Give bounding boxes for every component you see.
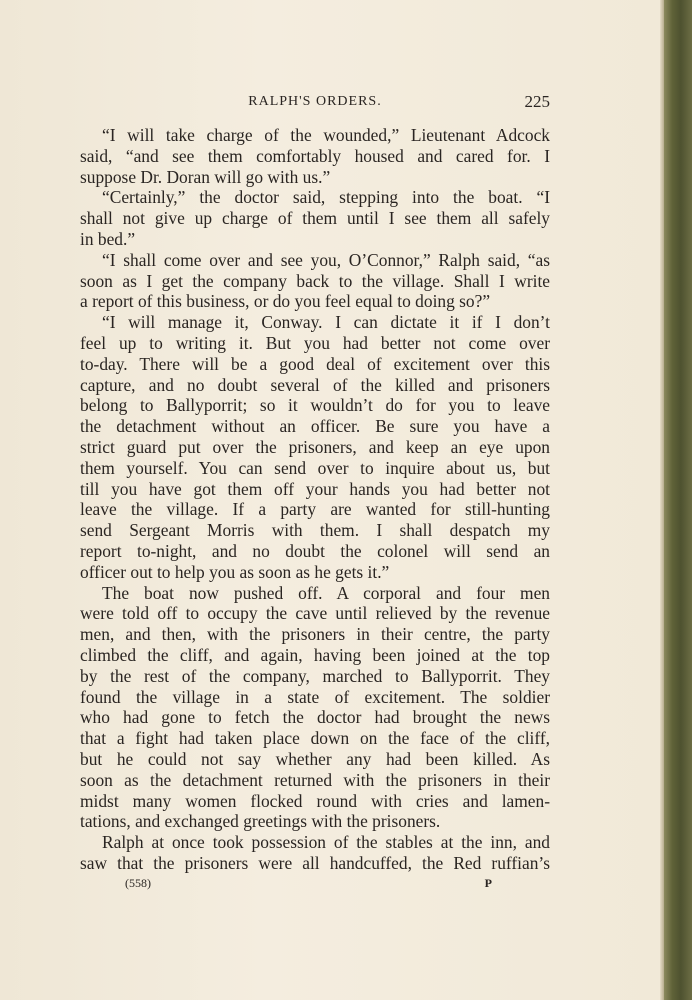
text-line: that a fight had taken place down on the face of the cliff, [80,728,550,749]
printer-signature: (558) [125,876,151,890]
text-line: “I will manage it, Conway. I can dictate it if I don’t [102,312,550,333]
text-line: by the rest of the company, marched to Ballyporrit. They [80,665,550,686]
text-line: “I shall come over and see you, O’Connor,” Ralph said, “as [102,249,550,270]
text-line: were told off to occupy the cave until relieved by the revenue [80,603,550,624]
text-line: “Certainly,” the doctor said, stepping into the boat. “I [102,187,550,208]
text-line: soon as I get the company back to the village. Shall I write [80,270,550,291]
text-line: to-day. There will be a good deal of excitement over this [80,353,550,374]
text-line: till you have got them off your hands you had better not [80,478,550,499]
text-line: found the village in a state of excitement. The soldier [80,686,550,707]
text-line: belong to Ballyporrit; so it wouldn’t do for you to leave [80,395,550,416]
body-text [80,125,550,874]
text-line: soon as the detachment returned with the prisoners in their [80,769,550,790]
text-line: who had gone to fetch the doctor had brought the news [80,707,550,728]
text-line: said, “and see them comfortably housed and cared for. I [80,145,550,166]
text-line: The boat now pushed off. A corporal and four men [102,582,550,603]
page-header [80,92,550,114]
text-line: feel up to writing it. But you had better not come over [80,332,550,353]
book-spine [664,0,692,1000]
page-number: 225 [524,92,550,111]
text-line: climbed the cliff, and again, having been joined at the top [80,644,550,665]
page-footer [80,876,550,894]
text-line: midst many women flocked round with cries and lamen- [80,790,550,811]
text-line: a report of this business, or do you feel equal to doing so?” [80,291,491,312]
text-line: in bed.” [80,228,136,249]
text-line: them yourself. You can send over to inquire about us, but [80,457,550,478]
signature-letter: P [484,876,492,890]
text-line: leave the village. If a party are wanted for still-hunting [80,499,550,520]
text-line: shall not give up charge of them until I see them all safely [80,208,550,229]
text-line: but he could not say whether any had been killed. As [80,748,550,769]
text-line: the detachment without an officer. Be sure you have a [80,416,550,437]
text-line: men, and then, with the prisoners in their centre, the party [80,624,550,645]
text-line: report to-night, and no doubt the colonel will send an [80,540,550,561]
text-line: saw that the prisoners were all handcuffed, the Red ruffian’s [80,852,550,873]
text-line: suppose Dr. Doran will go with us.” [80,166,331,187]
text-line: “I will take charge of the wounded,” Lieutenant Adcock [102,125,550,145]
text-line: send Sergeant Morris with them. I shall despatch my [80,520,550,541]
text-line: tations, and exchanged greetings with the prisoners. [80,811,441,832]
text-line: capture, and no doubt several of the killed and prisoners [80,374,550,395]
text-line: strict guard put over the prisoners, and keep an eye upon [80,436,550,457]
text-line: Ralph at once took possession of the stables at the inn, and [102,832,550,853]
running-title: RALPH'S ORDERS. [248,94,382,109]
text-line: officer out to help you as soon as he gets it.” [80,561,390,582]
